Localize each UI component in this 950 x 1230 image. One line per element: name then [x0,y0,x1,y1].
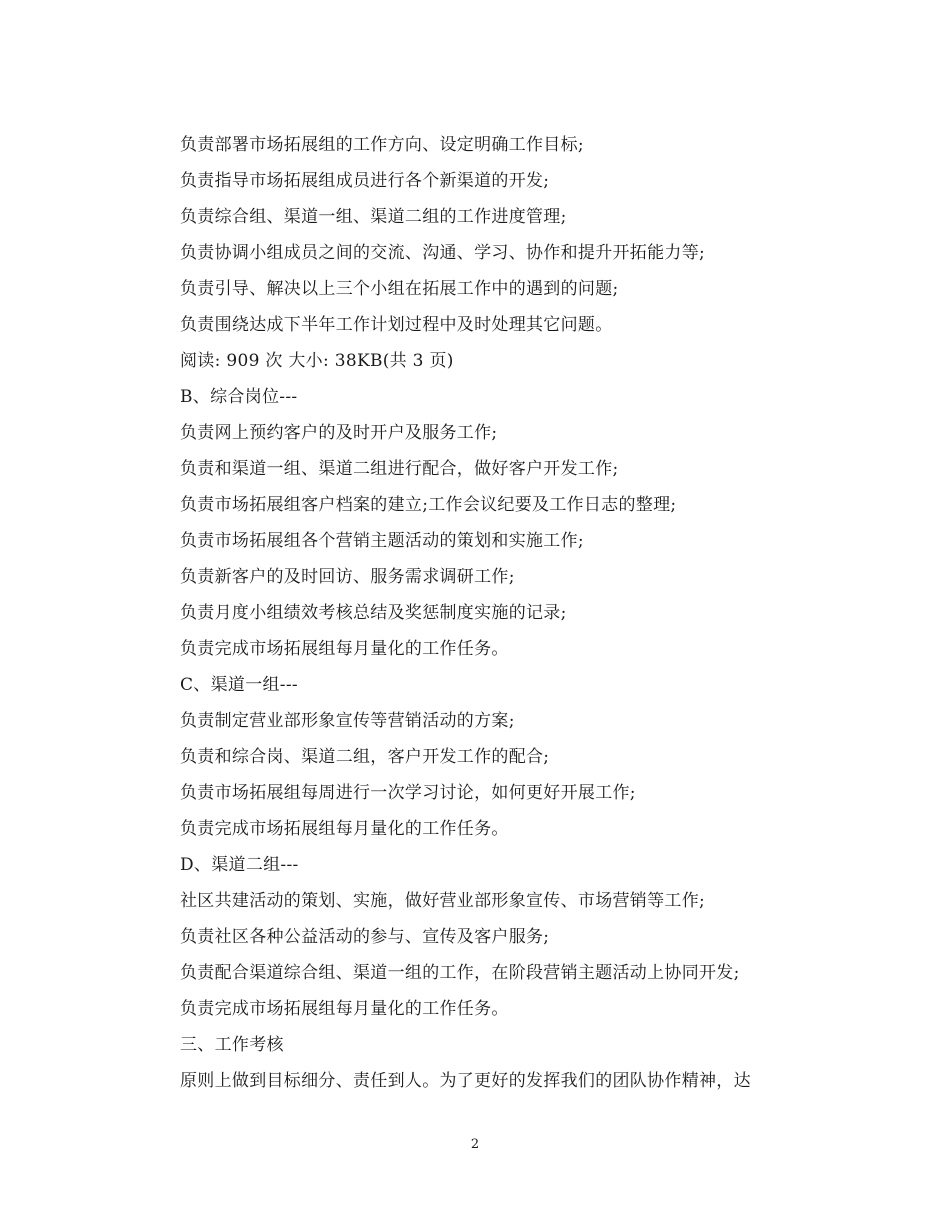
text-line: 负责和渠道一组、渠道二组进行配合，做好客户开发工作; [180,459,619,479]
text-line: 负责配合渠道综合组、渠道一组的工作，在阶段营销主题活动上协同开发; [180,963,740,983]
text-line: 负责月度小组绩效考核总结及奖惩制度实施的记录; [180,603,567,623]
page-number: 2 [470,1137,480,1152]
text-line: 负责综合组、渠道一组、渠道二组的工作进度管理; [180,207,567,227]
text-line: 负责引导、解决以上三个小组在拓展工作中的遇到的问题; [180,279,619,299]
section-heading: D、渠道二组--- [180,855,299,875]
text-line: 原则上做到目标细分、责任到人。为了更好的发挥我们的团队协作精神，达 [180,1071,751,1091]
text-line: 负责完成市场拓展组每月量化的工作任务。 [180,639,509,659]
text-line: 负责社区各种公益活动的参与、宣传及客户服务; [180,927,550,947]
text-line: 负责完成市场拓展组每月量化的工作任务。 [180,819,509,839]
text-line: 负责网上预约客户的及时开户及服务工作; [180,423,498,443]
section-heading: C、渠道一组--- [180,675,298,695]
text-line: 负责和综合岗、渠道二组，客户开发工作的配合; [180,747,550,767]
text-line: 社区共建活动的策划、实施，做好营业部形象宣传、市场营销等工作; [180,891,706,911]
section-heading: B、综合岗位--- [180,387,298,407]
text-line: 负责协调小组成员之间的交流、沟通、学习、协作和提升开拓能力等; [180,243,706,263]
text-line: 负责部署市场拓展组的工作方向、设定明确工作目标; [180,135,584,155]
document-body [180,127,820,1099]
text-line: 负责指导市场拓展组成员进行各个新渠道的开发; [180,171,550,191]
text-line: 负责围绕达成下半年工作计划过程中及时处理其它问题。 [180,315,613,335]
text-line: 负责市场拓展组每周进行一次学习讨论，如何更好开展工作; [180,783,636,803]
section-heading: 三、工作考核 [180,1035,284,1055]
text-line: 负责完成市场拓展组每月量化的工作任务。 [180,999,509,1019]
text-line: 负责制定营业部形象宣传等营销活动的方案; [180,711,515,731]
text-line: 负责新客户的及时回访、服务需求调研工作; [180,567,515,587]
read-info-line: 阅读: 909 次 大小: 38KB(共 3 页) [180,351,454,371]
text-line: 负责市场拓展组各个营销主题活动的策划和实施工作; [180,531,584,551]
text-line: 负责市场拓展组客户档案的建立;工作会议纪要及工作日志的整理; [180,495,677,515]
